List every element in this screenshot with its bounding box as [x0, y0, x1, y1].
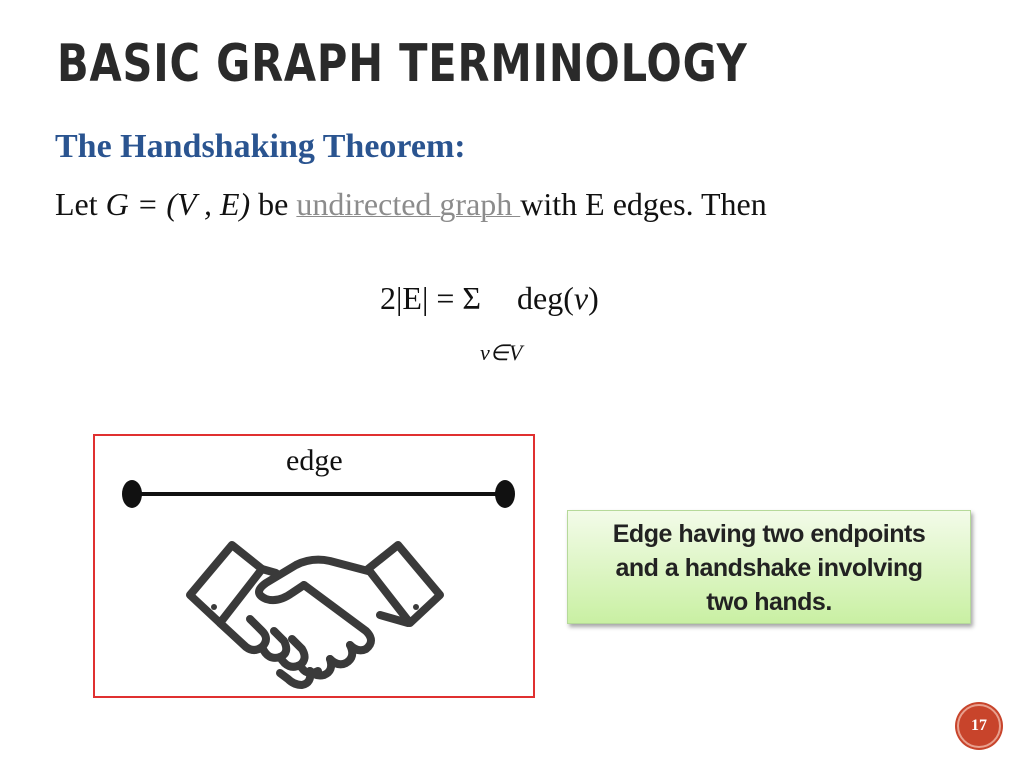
edge-line-icon	[110, 474, 530, 514]
statement-let: Let	[55, 186, 106, 222]
formula-rhs-func: deg(	[517, 280, 574, 316]
endpoint-right	[495, 480, 515, 508]
callout-line-3: two hands.	[706, 588, 832, 616]
undirected-graph-link[interactable]: undirected graph	[296, 186, 521, 222]
statement-be: be	[250, 186, 297, 222]
explanation-callout	[567, 510, 971, 624]
handshake-formula	[380, 280, 599, 317]
endpoint-left	[122, 480, 142, 508]
formula-subscript: v∈V	[480, 340, 523, 365]
edge-label: edge	[286, 444, 343, 477]
statement-math: G = (V , E)	[105, 186, 251, 222]
slide-title: BASIC GRAPH TERMINOLOGY	[57, 34, 748, 94]
page-number-badge: 17	[957, 704, 1001, 748]
statement-rest: with E edges. Then	[520, 186, 767, 222]
formula-rhs-close: )	[588, 280, 599, 316]
handshake-icon	[180, 535, 450, 695]
callout-line-1: Edge having two endpoints	[612, 520, 926, 548]
theorem-heading: The Handshaking Theorem:	[55, 128, 466, 165]
formula-lhs: 2|E| = Σ	[380, 280, 482, 316]
theorem-statement	[55, 186, 767, 223]
formula-rhs-var: v	[573, 280, 589, 316]
callout-line-2: and a handshake involving	[615, 554, 923, 582]
